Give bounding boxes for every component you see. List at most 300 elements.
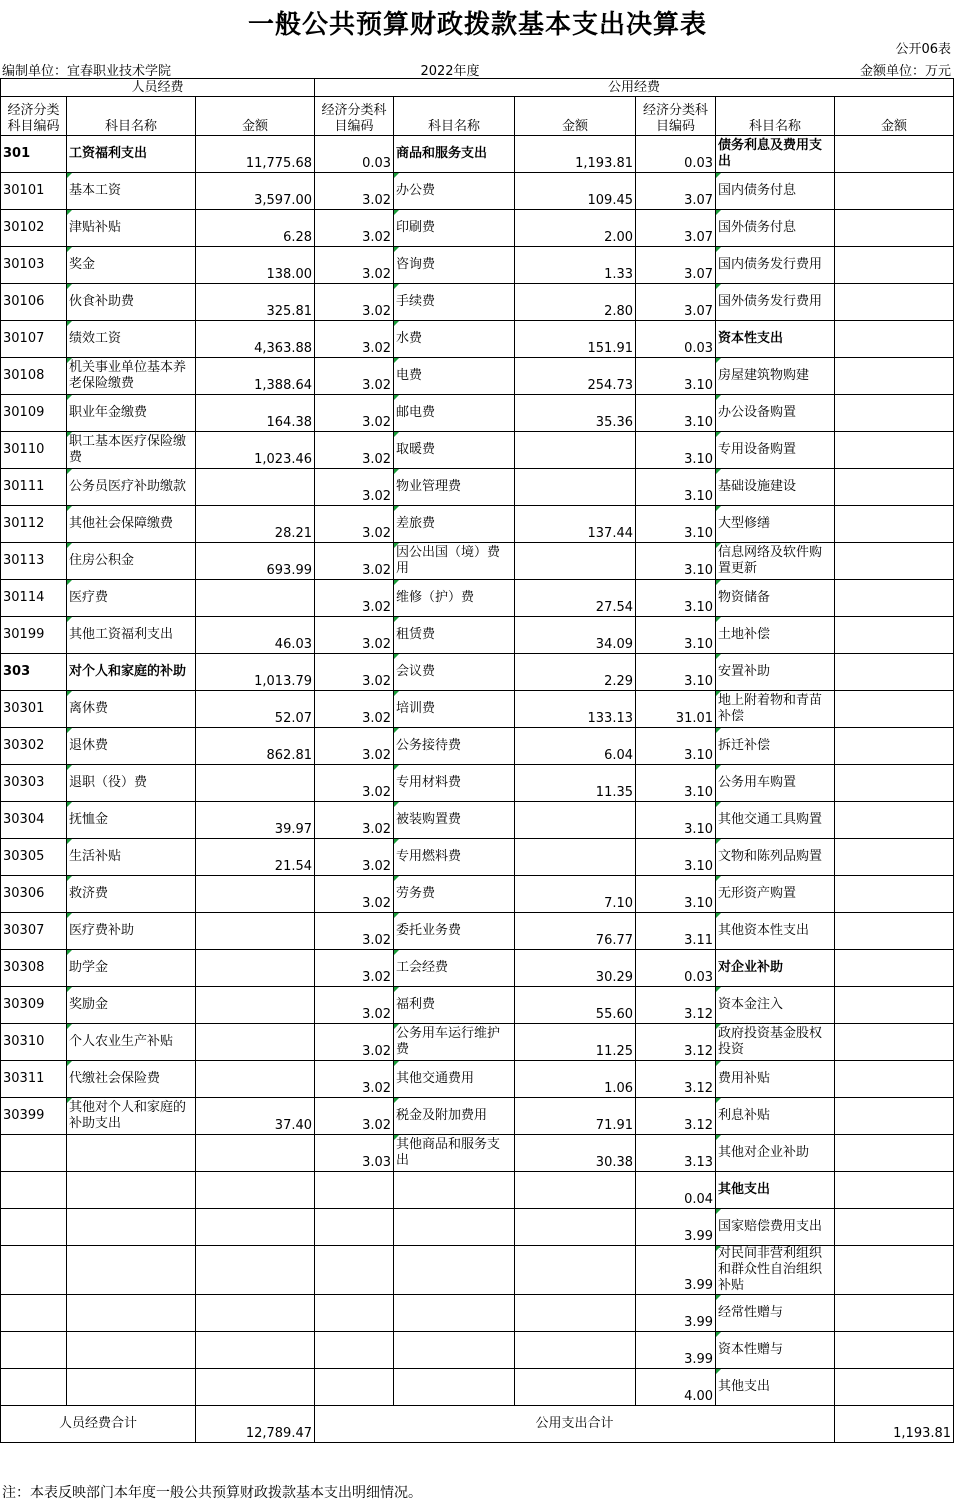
public-item-name: 维修（护）费 [394,580,515,617]
public-code: 3.02 [315,876,394,913]
table-row [1,617,954,654]
personnel-code [1,1332,67,1369]
table-row [1,950,954,987]
public-amount [515,1246,636,1295]
public-item-name: 政府投资基金股权投资 [716,1024,835,1061]
personnel-amount [196,950,315,987]
public-code: 0.03 [636,950,716,987]
personnel-item-name: 其他对个人和家庭的补助支出 [67,1098,196,1135]
public-amount [835,802,954,839]
personnel-item-name: 奖金 [67,247,196,284]
public-amount: 76.77 [515,913,636,950]
public-amount [515,1369,636,1406]
personnel-amount: 52.07 [196,691,315,728]
personnel-amount [196,765,315,802]
header-amount: 金额 [835,97,954,136]
public-code: 3.10 [636,765,716,802]
public-code: 3.12 [636,1061,716,1098]
public-code: 3.02 [315,987,394,1024]
public-amount [835,543,954,580]
table-row [1,691,954,728]
table-row [1,210,954,247]
table-row [1,580,954,617]
table-row [1,1135,954,1172]
public-item-name: 其他交通费用 [394,1061,515,1098]
personnel-group-header: 人员经费 [1,79,315,97]
public-amount [835,728,954,765]
personnel-code: 30309 [1,987,67,1024]
personnel-code: 30101 [1,173,67,210]
public-item-name: 税金及附加费用 [394,1098,515,1135]
public-code: 3.02 [315,469,394,506]
personnel-amount [196,1295,315,1332]
public-code: 3.10 [636,802,716,839]
public-code: 3.02 [315,543,394,580]
table-row [1,247,954,284]
personnel-item-name: 基本工资 [67,173,196,210]
personnel-code: 30110 [1,432,67,469]
personnel-item-name: 职工基本医疗保险缴费 [67,432,196,469]
personnel-code: 30311 [1,1061,67,1098]
public-amount [835,1172,954,1209]
personnel-item-name: 代缴社会保险费 [67,1061,196,1098]
public-code: 3.11 [636,913,716,950]
public-code: 3.12 [636,987,716,1024]
personnel-code: 30102 [1,210,67,247]
personnel-amount: 39.97 [196,802,315,839]
public-amount: 2.29 [515,654,636,691]
personnel-amount [196,913,315,950]
public-item-name: 物资储备 [716,580,835,617]
public-amount [835,1209,954,1246]
public-amount [835,1246,954,1295]
public-item-name: 会议费 [394,654,515,691]
public-item-name [394,1246,515,1295]
public-amount [515,839,636,876]
public-item-name: 其他资本性支出 [716,913,835,950]
public-code: 3.99 [636,1332,716,1369]
money-unit: 金额单位：万元 [859,64,951,79]
public-code: 3.10 [636,358,716,395]
personnel-code: 301 [1,136,67,173]
personnel-code: 30113 [1,543,67,580]
personnel-amount: 1,388.64 [196,358,315,395]
header-code: 经济分类科目编码 [636,97,716,136]
public-code: 3.10 [636,580,716,617]
personnel-item-name: 医疗费 [67,580,196,617]
public-amount [515,802,636,839]
public-amount [515,1332,636,1369]
public-item-name: 福利费 [394,987,515,1024]
personnel-code: 303 [1,654,67,691]
personnel-item-name: 对个人和家庭的补助 [67,654,196,691]
personnel-amount [196,1246,315,1295]
public-item-name: 水费 [394,321,515,358]
header-amount: 金额 [196,97,315,136]
public-amount [835,913,954,950]
public-item-name: 基础设施建设 [716,469,835,506]
public-code: 0.04 [636,1172,716,1209]
public-item-name: 费用补贴 [716,1061,835,1098]
public-code: 3.02 [315,691,394,728]
personnel-amount [196,1369,315,1406]
public-item-name: 土地补偿 [716,617,835,654]
public-code: 3.02 [315,950,394,987]
public-amount: 11.35 [515,765,636,802]
public-item-name [394,1172,515,1209]
public-item-name: 电费 [394,358,515,395]
personnel-item-name: 津贴补贴 [67,210,196,247]
personnel-amount [196,1209,315,1246]
public-item-name [394,1332,515,1369]
personnel-item-name: 其他社会保障缴费 [67,506,196,543]
public-amount: 30.38 [515,1135,636,1172]
public-item-name: 资本性赠与 [716,1332,835,1369]
personnel-code: 30107 [1,321,67,358]
personnel-amount: 3,597.00 [196,173,315,210]
personnel-amount [196,1172,315,1209]
personnel-code: 30111 [1,469,67,506]
public-amount [835,321,954,358]
header-code: 经济分类科目编码 [1,97,67,136]
public-item-name: 安置补助 [716,654,835,691]
public-item-name: 培训费 [394,691,515,728]
public-amount [515,1209,636,1246]
public-item-name: 其他商品和服务支出 [394,1135,515,1172]
personnel-amount: 6.28 [196,210,315,247]
public-amount [835,210,954,247]
public-amount [515,432,636,469]
public-item-name: 其他支出 [716,1369,835,1406]
table-row [1,1061,954,1098]
header-code: 经济分类科目编码 [315,97,394,136]
table-row [1,358,954,395]
personnel-code [1,1209,67,1246]
public-code: 3.10 [636,617,716,654]
public-item-name: 邮电费 [394,395,515,432]
public-item-name: 公务用车运行维护费 [394,1024,515,1061]
public-item-name: 公务接待费 [394,728,515,765]
public-code: 3.02 [315,395,394,432]
personnel-item-name: 住房公积金 [67,543,196,580]
personnel-amount: 11,775.68 [196,136,315,173]
page-title: 一般公共预算财政拨款基本支出决算表 [247,10,707,40]
table-row [1,1172,954,1209]
table-row [1,987,954,1024]
personnel-code: 30399 [1,1098,67,1135]
public-amount [835,469,954,506]
header-name: 科目名称 [67,97,196,136]
personnel-code: 30103 [1,247,67,284]
public-item-name: 印刷费 [394,210,515,247]
public-code: 3.10 [636,506,716,543]
personnel-code: 30303 [1,765,67,802]
public-item-name: 利息补贴 [716,1098,835,1135]
public-amount [515,1295,636,1332]
public-item-name: 地上附着物和青苗补偿 [716,691,835,728]
personnel-item-name [67,1295,196,1332]
public-amount [835,1061,954,1098]
personnel-code [1,1369,67,1406]
public-code: 3.02 [315,728,394,765]
public-amount: 7.10 [515,876,636,913]
public-code: 3.02 [315,1061,394,1098]
personnel-item-name [67,1172,196,1209]
personnel-code: 30301 [1,691,67,728]
public-amount [835,173,954,210]
public-amount [835,506,954,543]
personnel-item-name: 公务员医疗补助缴款 [67,469,196,506]
fiscal-year: 2022年度 [420,64,480,79]
public-item-name: 咨询费 [394,247,515,284]
public-amount: 133.13 [515,691,636,728]
personnel-amount: 138.00 [196,247,315,284]
public-code: 0.03 [636,136,716,173]
public-amount [835,691,954,728]
personnel-code [1,1246,67,1295]
public-code: 3.02 [315,173,394,210]
public-amount [835,950,954,987]
public-amount [835,395,954,432]
public-amount [835,987,954,1024]
public-code: 3.02 [315,284,394,321]
table-row [1,1332,954,1369]
personnel-amount: 1,013.79 [196,654,315,691]
public-code: 3.99 [636,1295,716,1332]
personnel-item-name [67,1209,196,1246]
public-code [315,1369,394,1406]
personnel-item-name: 伙食补助费 [67,284,196,321]
public-item-name: 资本金注入 [716,987,835,1024]
personnel-item-name: 其他工资福利支出 [67,617,196,654]
public-item-name [394,1295,515,1332]
public-code: 3.07 [636,173,716,210]
public-amount: 6.04 [515,728,636,765]
personnel-amount [196,1135,315,1172]
personnel-amount [196,1024,315,1061]
public-code: 3.02 [315,247,394,284]
table-row [1,1246,954,1295]
personnel-code: 30114 [1,580,67,617]
public-amount [835,136,954,173]
public-item-name: 房屋建筑物购建 [716,358,835,395]
public-group-header: 公用经费 [315,79,954,97]
public-item-name: 资本性支出 [716,321,835,358]
personnel-code: 30306 [1,876,67,913]
personnel-code: 30106 [1,284,67,321]
public-amount: 27.54 [515,580,636,617]
public-item-name: 办公设备购置 [716,395,835,432]
personnel-amount: 21.54 [196,839,315,876]
public-code: 3.10 [636,469,716,506]
public-amount: 30.29 [515,950,636,987]
public-amount [515,543,636,580]
header-name: 科目名称 [716,97,835,136]
table-row [1,432,954,469]
public-item-name: 国家赔偿费用支出 [716,1209,835,1246]
table-row [1,1295,954,1332]
public-code: 3.02 [315,210,394,247]
personnel-amount [196,1061,315,1098]
personnel-code: 30305 [1,839,67,876]
public-item-name: 取暖费 [394,432,515,469]
table-row [1,1369,954,1406]
personnel-item-name [67,1369,196,1406]
column-header-row [1,97,954,136]
personnel-amount: 1,023.46 [196,432,315,469]
public-amount [835,358,954,395]
public-code: 3.10 [636,654,716,691]
personnel-item-name [67,1135,196,1172]
public-item-name: 办公费 [394,173,515,210]
expenditure-table [0,78,954,1443]
public-item-name: 委托业务费 [394,913,515,950]
public-item-name: 其他支出 [716,1172,835,1209]
public-amount [835,839,954,876]
public-item-name: 工会经费 [394,950,515,987]
public-amount [835,1098,954,1135]
personnel-total-amount: 12,789.47 [196,1406,315,1443]
table-row [1,321,954,358]
public-amount [835,1024,954,1061]
public-item-name: 国外债务发行费用 [716,284,835,321]
personnel-item-name: 职业年金缴费 [67,395,196,432]
public-amount: 109.45 [515,173,636,210]
personnel-amount: 28.21 [196,506,315,543]
personnel-code: 30302 [1,728,67,765]
public-code: 3.12 [636,1098,716,1135]
personnel-item-name: 退休费 [67,728,196,765]
personnel-code: 30199 [1,617,67,654]
public-amount [835,1332,954,1369]
personnel-item-name: 助学金 [67,950,196,987]
public-code: 3.02 [315,321,394,358]
personnel-item-name: 退职（役）费 [67,765,196,802]
table-row [1,654,954,691]
personnel-code: 30308 [1,950,67,987]
personnel-item-name: 工资福利支出 [67,136,196,173]
public-item-name: 国内债务发行费用 [716,247,835,284]
public-code: 3.10 [636,395,716,432]
personnel-item-name: 救济费 [67,876,196,913]
personnel-item-name: 绩效工资 [67,321,196,358]
personnel-amount: 37.40 [196,1098,315,1135]
footnote: 注：本表反映部门本年度一般公共预算财政拨款基本支出明细情况。 [2,1485,422,1501]
table-row [1,728,954,765]
public-amount: 2.00 [515,210,636,247]
personnel-item-name: 奖励金 [67,987,196,1024]
table-row [1,543,954,580]
public-code: 3.02 [315,1024,394,1061]
public-amount: 71.91 [515,1098,636,1135]
public-item-name: 大型修缮 [716,506,835,543]
public-amount [835,580,954,617]
personnel-item-name: 生活补贴 [67,839,196,876]
public-code: 3.02 [315,617,394,654]
public-amount: 1,193.81 [515,136,636,173]
public-code: 3.07 [636,284,716,321]
public-item-name: 商品和服务支出 [394,136,515,173]
header-amount: 金额 [515,97,636,136]
table-row [1,506,954,543]
table-row [1,1209,954,1246]
personnel-code: 30109 [1,395,67,432]
public-amount: 55.60 [515,987,636,1024]
table-row [1,395,954,432]
public-amount: 35.36 [515,395,636,432]
table-row [1,173,954,210]
header-name: 科目名称 [394,97,515,136]
public-amount [835,876,954,913]
public-amount [835,1369,954,1406]
public-item-name: 专用材料费 [394,765,515,802]
table-row [1,839,954,876]
public-amount: 34.09 [515,617,636,654]
public-code: 0.03 [315,136,394,173]
personnel-code [1,1172,67,1209]
public-item-name: 因公出国（境）费用 [394,543,515,580]
public-code: 3.02 [315,580,394,617]
table-row [1,284,954,321]
public-code [315,1332,394,1369]
public-code: 3.02 [315,802,394,839]
personnel-amount: 862.81 [196,728,315,765]
table-row [1,802,954,839]
public-item-name: 手续费 [394,284,515,321]
personnel-amount: 693.99 [196,543,315,580]
public-code: 3.02 [315,765,394,802]
personnel-amount [196,469,315,506]
public-code: 4.00 [636,1369,716,1406]
personnel-total-label: 人员经费合计 [1,1406,196,1443]
public-code: 3.02 [315,432,394,469]
public-amount [835,617,954,654]
personnel-item-name: 医疗费补助 [67,913,196,950]
personnel-amount [196,1332,315,1369]
personnel-item-name: 离休费 [67,691,196,728]
public-item-name: 国外债务付息 [716,210,835,247]
personnel-amount: 4,363.88 [196,321,315,358]
public-code: 3.10 [636,876,716,913]
public-item-name: 文物和陈列品购置 [716,839,835,876]
public-item-name [394,1369,515,1406]
personnel-amount [196,580,315,617]
totals-row [1,1406,954,1443]
public-amount [515,1172,636,1209]
public-item-name: 差旅费 [394,506,515,543]
personnel-code [1,1135,67,1172]
public-item-name: 拆迁补偿 [716,728,835,765]
public-amount: 11.25 [515,1024,636,1061]
public-code [315,1172,394,1209]
public-code: 3.10 [636,839,716,876]
public-amount: 254.73 [515,358,636,395]
public-item-name: 其他对企业补助 [716,1135,835,1172]
public-amount [835,1295,954,1332]
public-amount: 2.80 [515,284,636,321]
personnel-code: 30307 [1,913,67,950]
public-item-name: 无形资产购置 [716,876,835,913]
public-code: 31.01 [636,691,716,728]
table-row [1,765,954,802]
personnel-amount [196,876,315,913]
public-item-name: 经常性赠与 [716,1295,835,1332]
public-code: 3.02 [315,358,394,395]
public-code: 3.10 [636,543,716,580]
public-code: 3.10 [636,432,716,469]
personnel-code: 30304 [1,802,67,839]
personnel-item-name: 抚恤金 [67,802,196,839]
